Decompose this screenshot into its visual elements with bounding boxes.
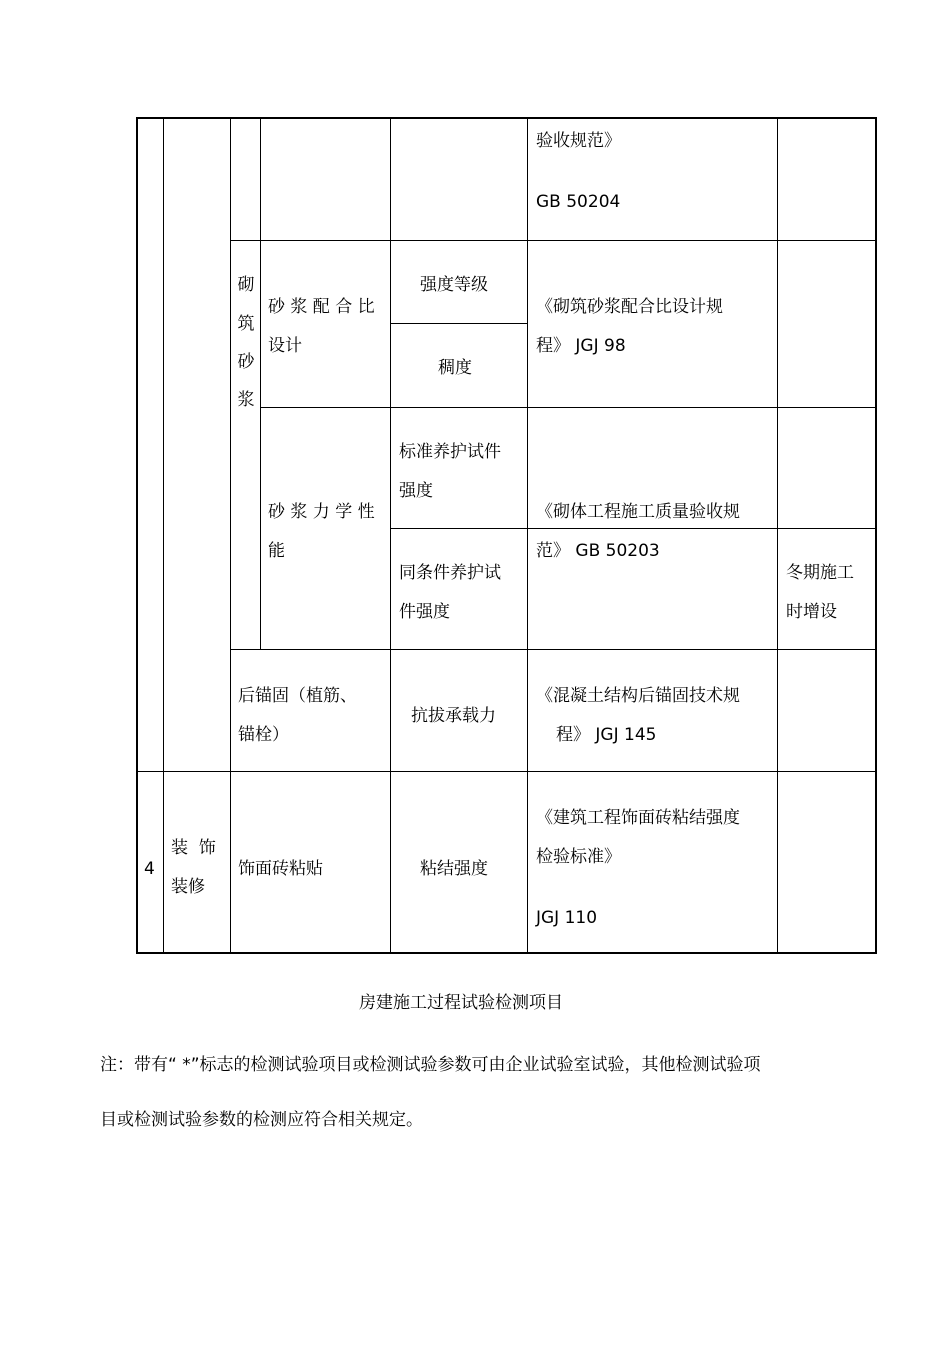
deco-category-line2: 装修	[171, 877, 205, 897]
col-divider	[777, 117, 778, 953]
note-line2: 目或检测试验参数的检测应符合相关规定。	[100, 1110, 423, 1130]
row-divider	[260, 407, 877, 408]
col-divider	[230, 117, 231, 953]
mix-item-line2: 设计	[268, 336, 302, 356]
anchor-standard-line2: 程》 JGJ 145	[556, 725, 657, 745]
mix-param-strength-grade: 强度等级	[420, 275, 488, 295]
col-divider	[527, 117, 528, 953]
table-bottom-border	[137, 952, 877, 954]
table-top-border	[137, 117, 877, 119]
col-divider	[163, 117, 164, 953]
deco-standard-line2: 检验标准》	[536, 847, 621, 867]
deco-standard-line1: 《建筑工程饰面砖粘结强度	[536, 808, 740, 828]
anchor-standard-line1: 《混凝土结构后锚固技术规	[536, 686, 740, 706]
mech-standard-line1: 《砌体工程施工质量验收规	[536, 502, 740, 522]
col-divider	[260, 117, 261, 650]
mech-remark-line2: 时增设	[786, 602, 837, 622]
mech-param-same-condition-line2: 件强度	[399, 602, 450, 622]
table-caption: 房建施工过程试验检测项目	[359, 993, 563, 1013]
row-divider	[390, 528, 877, 529]
mech-param-same-condition-line1: 同条件养护试	[399, 563, 501, 583]
row-divider	[230, 649, 877, 650]
mix-standard-line1: 《砌筑砂浆配合比设计规	[536, 297, 723, 317]
mix-param-consistency: 稠度	[438, 358, 472, 378]
mech-param-standard-curing-line2: 强度	[399, 481, 433, 501]
deco-category-line1: 装 饰	[171, 838, 216, 858]
mech-standard-line2: 范》 GB 50203	[536, 541, 660, 561]
table-right-border	[875, 117, 877, 954]
anchor-item-line2: 锚栓）	[238, 725, 289, 745]
row-divider	[137, 771, 877, 772]
deco-item: 饰面砖粘贴	[238, 859, 323, 879]
row-divider	[230, 240, 877, 241]
mech-item-line2: 能	[268, 541, 285, 561]
mech-param-standard-curing-line1: 标准养护试件	[399, 442, 501, 462]
mix-standard-line2: 程》 JGJ 98	[536, 336, 626, 356]
mix-item-line1: 砂 浆 配 合 比	[268, 297, 375, 317]
cont-standard-line2: GB 50204	[536, 192, 621, 212]
deco-row-number: 4	[144, 859, 155, 879]
anchor-param: 抗拔承载力	[411, 706, 496, 726]
anchor-item-line1: 后锚固（植筋、	[238, 686, 357, 706]
mortar-category-char: 砌	[237, 275, 255, 295]
cont-standard-line1: 验收规范》	[536, 131, 621, 151]
mortar-category-char: 砂	[237, 352, 255, 372]
mech-remark-line1: 冬期施工	[786, 563, 854, 583]
table-left-border	[136, 117, 138, 954]
mech-item-line1: 砂 浆 力 学 性	[268, 502, 375, 522]
row-divider	[390, 323, 527, 324]
mortar-category-char: 筑	[237, 314, 255, 334]
deco-standard-line3: JGJ 110	[536, 908, 598, 928]
mortar-category-char: 浆	[237, 390, 255, 410]
col-divider	[390, 117, 391, 953]
deco-param: 粘结强度	[420, 859, 488, 879]
note-line1: 注：带有“ *”标志的检测试验项目或检测试验参数可由企业试验室试验，其他检测试验项	[100, 1055, 761, 1075]
